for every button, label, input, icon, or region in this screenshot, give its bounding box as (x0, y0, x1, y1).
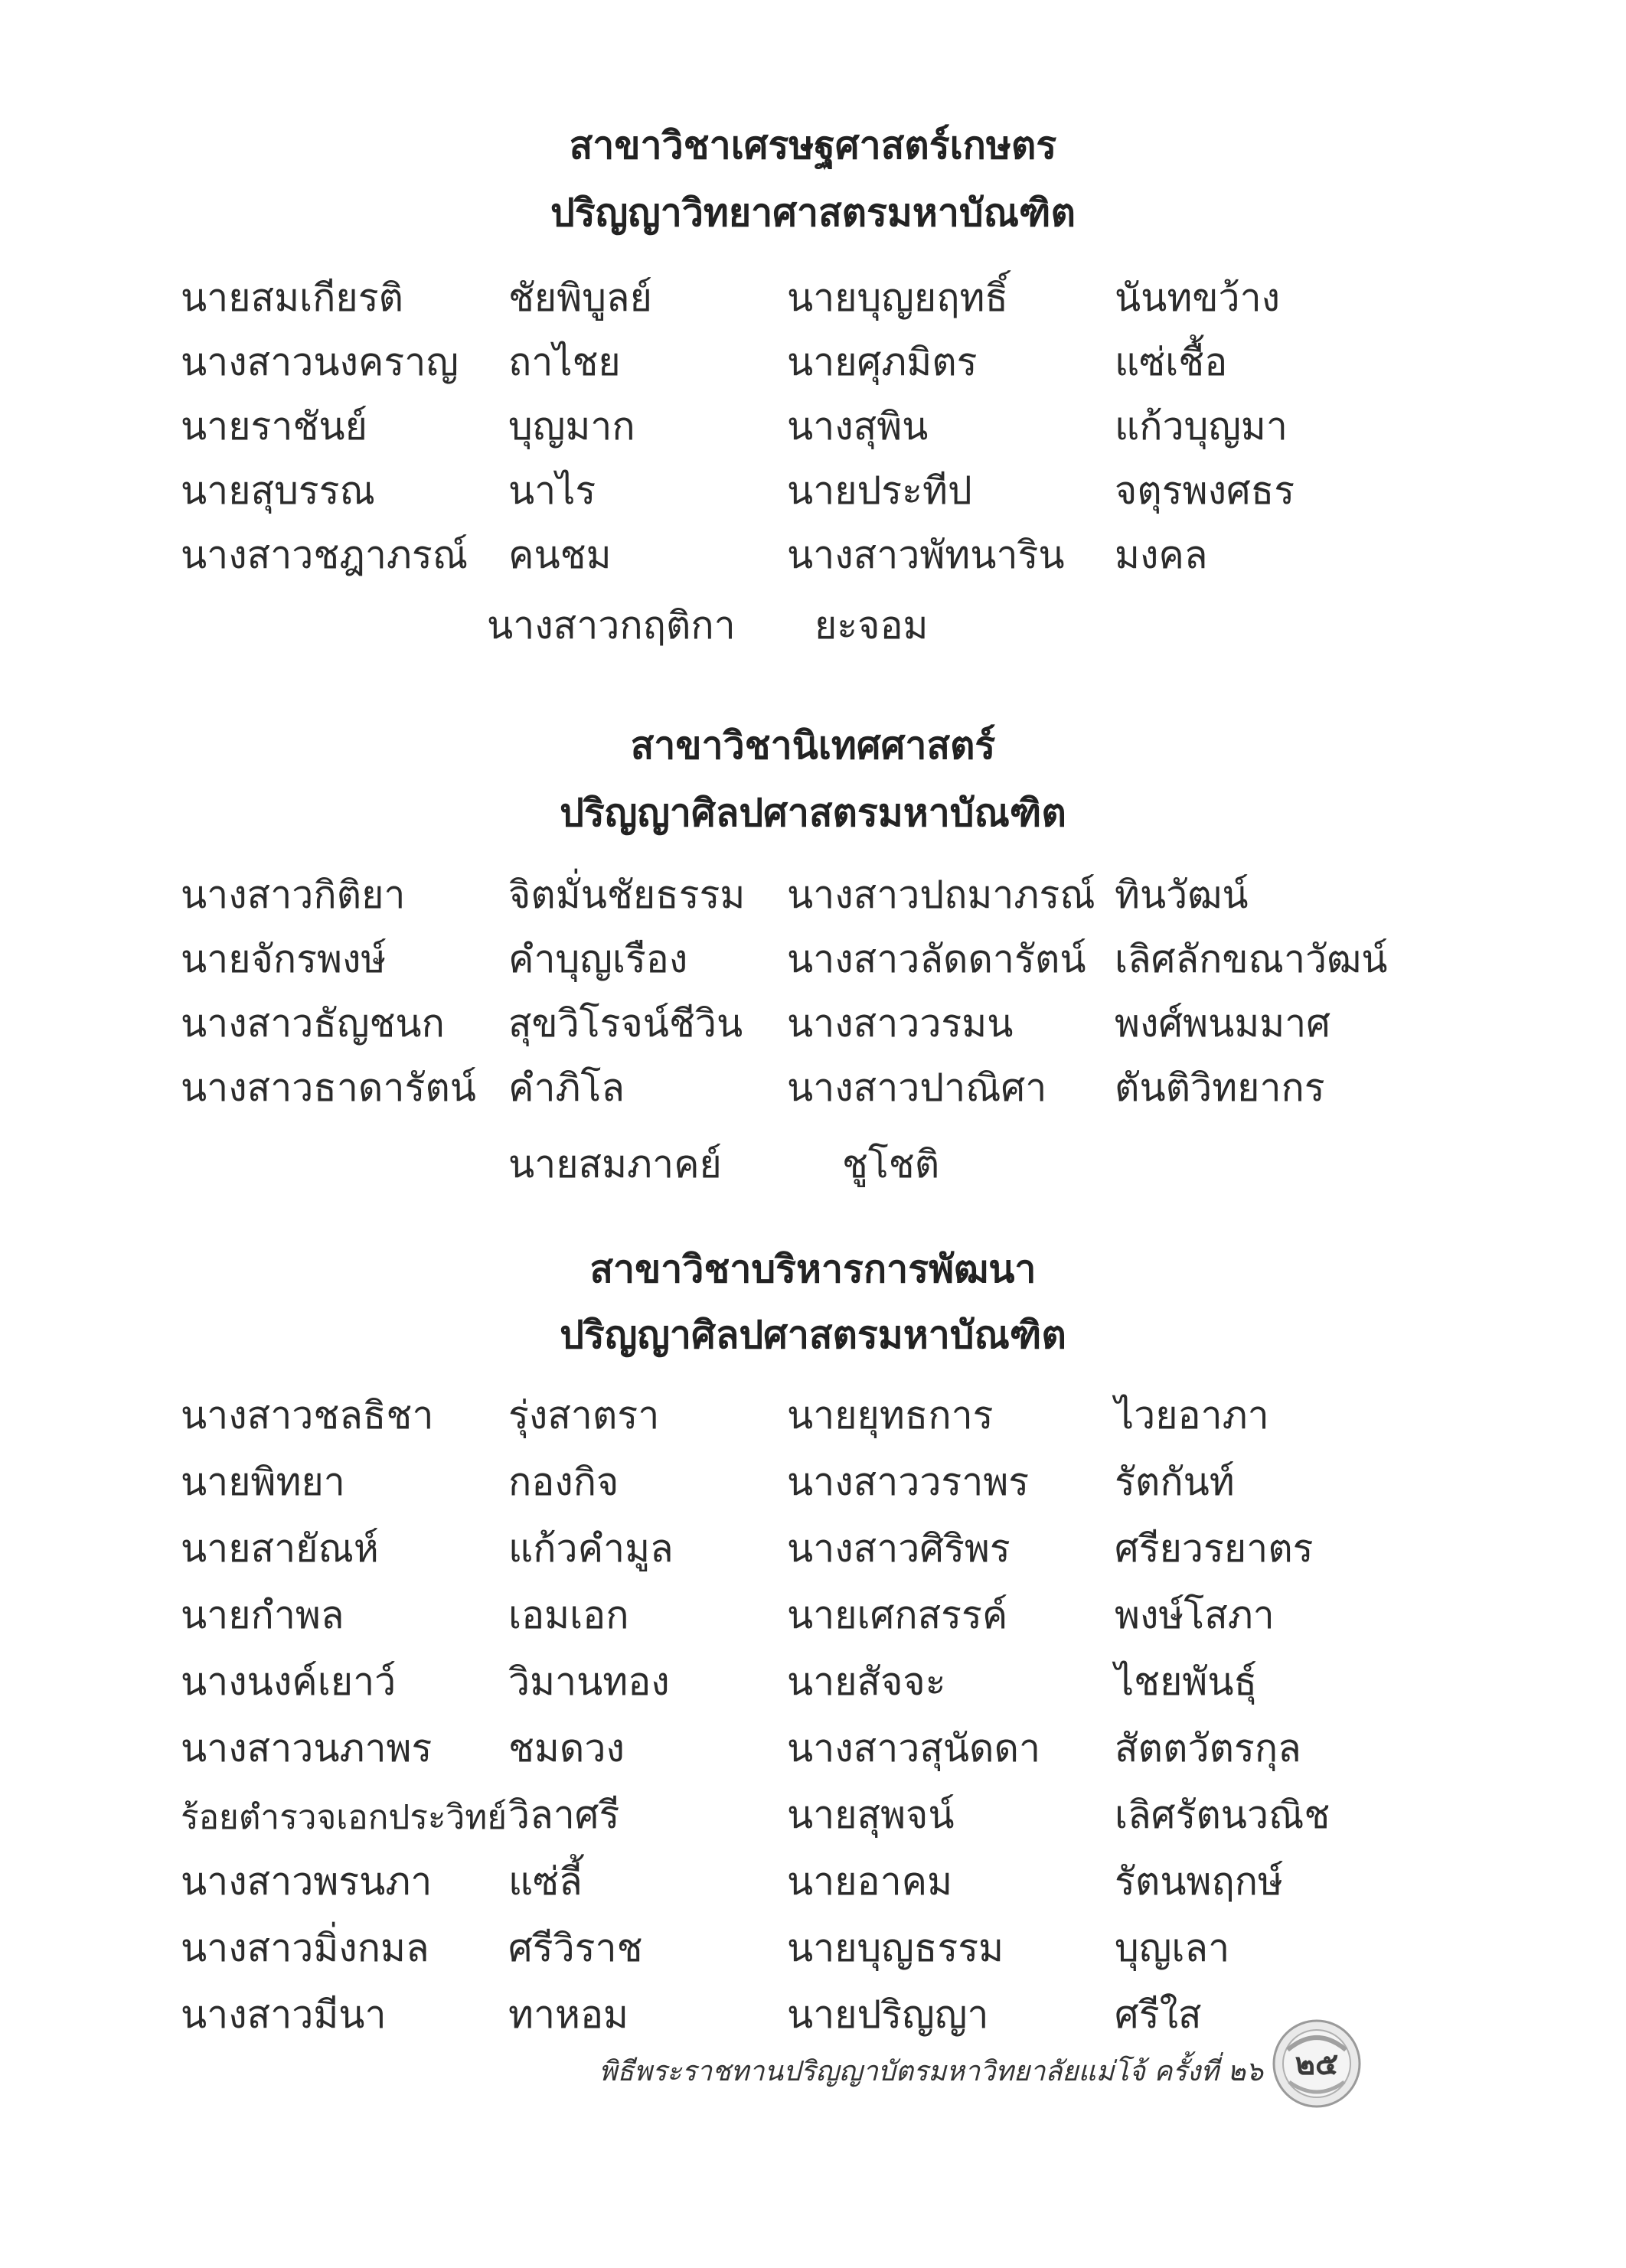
given-name: นายศุภมิตร (787, 340, 978, 384)
given-name: นางสาวมิ่งกมล (181, 1926, 429, 1970)
name-row-centered (0, 600, 1626, 666)
given-name: นายสมภาคย์ (508, 1142, 722, 1186)
given-name: นางนงค์เยาว์ (181, 1659, 397, 1704)
surname: ถาไชย (508, 340, 621, 384)
name-row (0, 1923, 1626, 1989)
surname: คำบุญเรือง (508, 937, 688, 981)
given-name: นางสาวศิริพร (787, 1526, 1011, 1571)
given-name: นายบุญธรรม (787, 1926, 1004, 1970)
given-name: นายอาคม (787, 1859, 953, 1904)
ceremony-caption: พิธีพระราชทานปริญญาบัตรมหาวิทยาลัยแม่โจ้ ครั้งที่ ๒๖ (599, 2056, 1263, 2087)
surname: ศรียวรยาตร (1115, 1526, 1314, 1571)
university-seal-icon (1271, 2018, 1363, 2110)
given-name: นางสาววรมน (787, 1001, 1014, 1046)
given-name: นายสุพจน์ (787, 1793, 955, 1837)
department-title: สาขาวิชาเศรษฐศาสตร์เกษตร (569, 123, 1057, 168)
surname: ชูโชติ (842, 1142, 940, 1186)
given-name: นางสาวนงคราญ (181, 340, 459, 384)
given-name: นายกำพล (181, 1593, 344, 1637)
surname: เลิศรัตนวณิช (1115, 1793, 1331, 1837)
surname: ทาหอม (508, 1992, 629, 2037)
surname: วิลาศรี (508, 1793, 620, 1837)
surname: วิมานทอง (508, 1659, 670, 1704)
name-row (0, 1989, 1626, 2055)
page-number: ๒๕ (1295, 2047, 1339, 2082)
given-name: นายยุทธการ (787, 1393, 994, 1437)
surname: มงคล (1115, 533, 1208, 577)
surname: รัตกันท์ (1115, 1460, 1235, 1504)
given-name: นางสาวลัดดารัตน์ (787, 937, 1086, 981)
given-name: นางสาวกิติยา (181, 873, 406, 917)
name-row (0, 870, 1626, 935)
degree-title: ปริญญาศิลปศาสตรมหาบัณฑิต (560, 1313, 1066, 1357)
given-name: นายบุญยฤทธิ์ (787, 276, 1008, 320)
given-name: นางสาวธาดารัตน์ (181, 1065, 476, 1110)
name-row (0, 934, 1626, 1000)
surname: แก้วคำมูล (508, 1526, 674, 1571)
given-name: นายสมเกียรติ (181, 276, 404, 320)
given-name: นายเศกสรรค์ (787, 1593, 1008, 1637)
given-name: นายสัจจะ (787, 1659, 946, 1704)
name-row (0, 1523, 1626, 1589)
given-name: นางสุพิน (787, 404, 929, 449)
given-name: นางสาวพัทนาริน (787, 533, 1065, 577)
surname: พงศ์พนมมาศ (1115, 1001, 1331, 1046)
surname: บุญมาก (508, 404, 635, 449)
name-row (0, 1790, 1626, 1855)
surname: นาไร (508, 468, 596, 513)
surname: แซ่เชื้อ (1115, 340, 1228, 384)
surname: แซ่ลี้ (508, 1859, 583, 1904)
surname: พงษ์โสภา (1115, 1593, 1275, 1637)
given-name: นายพิทยา (181, 1460, 345, 1504)
surname: สุขวิโรจน์ชีวิน (508, 1001, 743, 1046)
name-row (0, 1656, 1626, 1722)
surname: ศรีวิราช (508, 1926, 643, 1970)
surname: รัตนพฤกษ์ (1115, 1859, 1283, 1904)
name-row (0, 1856, 1626, 1922)
name-row (0, 1457, 1626, 1522)
degree-title: ปริญญาวิทยาศาสตรมหาบัณฑิต (550, 191, 1076, 235)
surname: บุญเลา (1115, 1926, 1230, 1970)
surname: ไวยอาภา (1115, 1393, 1269, 1437)
name-row (0, 1062, 1626, 1128)
given-name: นางสาวปาณิศา (787, 1065, 1047, 1110)
given-name: นางสาวพรนภา (181, 1859, 433, 1904)
name-row (0, 401, 1626, 467)
given-name: นางสาวปถมาภรณ์ (787, 873, 1095, 917)
given-name: นายปริญญา (787, 1992, 989, 2037)
name-row (0, 465, 1626, 531)
surname: นันทขว้าง (1115, 276, 1281, 320)
given-name: นายสุบรรณ (181, 468, 375, 513)
given-name: นางสาวนภาพร (181, 1726, 433, 1770)
surname: ยะจอม (815, 603, 929, 648)
surname: คำภิโล (508, 1065, 625, 1110)
given-name: นางสาววราพร (787, 1460, 1030, 1504)
name-row-centered (0, 1139, 1626, 1205)
name-row (0, 337, 1626, 403)
surname: จิตมั่นชัยธรรม (508, 873, 746, 917)
surname: ทินวัฒน์ (1115, 873, 1249, 917)
given-name: นางสาวสุนัดดา (787, 1726, 1041, 1770)
name-row (0, 998, 1626, 1064)
given-name: นายจักรพงษ์ (181, 937, 387, 981)
given-name: นายสายัณห์ (181, 1526, 379, 1571)
given-name: ร้อยตำรวจเอกประวิทย์ (181, 1798, 508, 1837)
surname: ตันติวิทยากร (1115, 1065, 1325, 1110)
given-name: นางสาวชฎาภรณ์ (181, 533, 469, 577)
surname: แก้วบุญมา (1115, 404, 1288, 449)
given-name: นางสาวมีนา (181, 1992, 387, 2037)
department-title: สาขาวิชาบริหารการพัฒนา (589, 1247, 1037, 1291)
surname: รุ่งสาตรา (508, 1393, 660, 1437)
surname: สัตตวัตรกุล (1115, 1726, 1301, 1770)
name-row (0, 1390, 1626, 1456)
given-name: นายประทีป (787, 468, 972, 513)
surname: เลิศลักขณาวัฒน์ (1115, 937, 1388, 981)
given-name: นายราชันย์ (181, 404, 367, 449)
surname: ไชยพันธุ์ (1115, 1659, 1258, 1704)
department-title: สาขาวิชานิเทศศาสตร์ (630, 723, 996, 768)
surname: ชัยพิบูลย์ (508, 276, 652, 320)
name-row (0, 272, 1626, 338)
given-name: นางสาวธัญชนก (181, 1001, 445, 1046)
surname: จตุรพงศธร (1115, 468, 1295, 513)
surname: กองกิจ (508, 1460, 619, 1504)
surname: ชมดวง (508, 1726, 625, 1770)
given-name: นางสาวชลธิชา (181, 1393, 434, 1437)
surname: คนชม (508, 533, 612, 577)
name-row (0, 530, 1626, 596)
surname: ศรีใส (1115, 1992, 1202, 2037)
degree-title: ปริญญาศิลปศาสตรมหาบัณฑิต (560, 791, 1066, 835)
surname: เอมเอก (508, 1593, 629, 1637)
name-row (0, 1723, 1626, 1789)
name-row (0, 1590, 1626, 1656)
given-name: นางสาวกฤติกา (487, 603, 736, 648)
